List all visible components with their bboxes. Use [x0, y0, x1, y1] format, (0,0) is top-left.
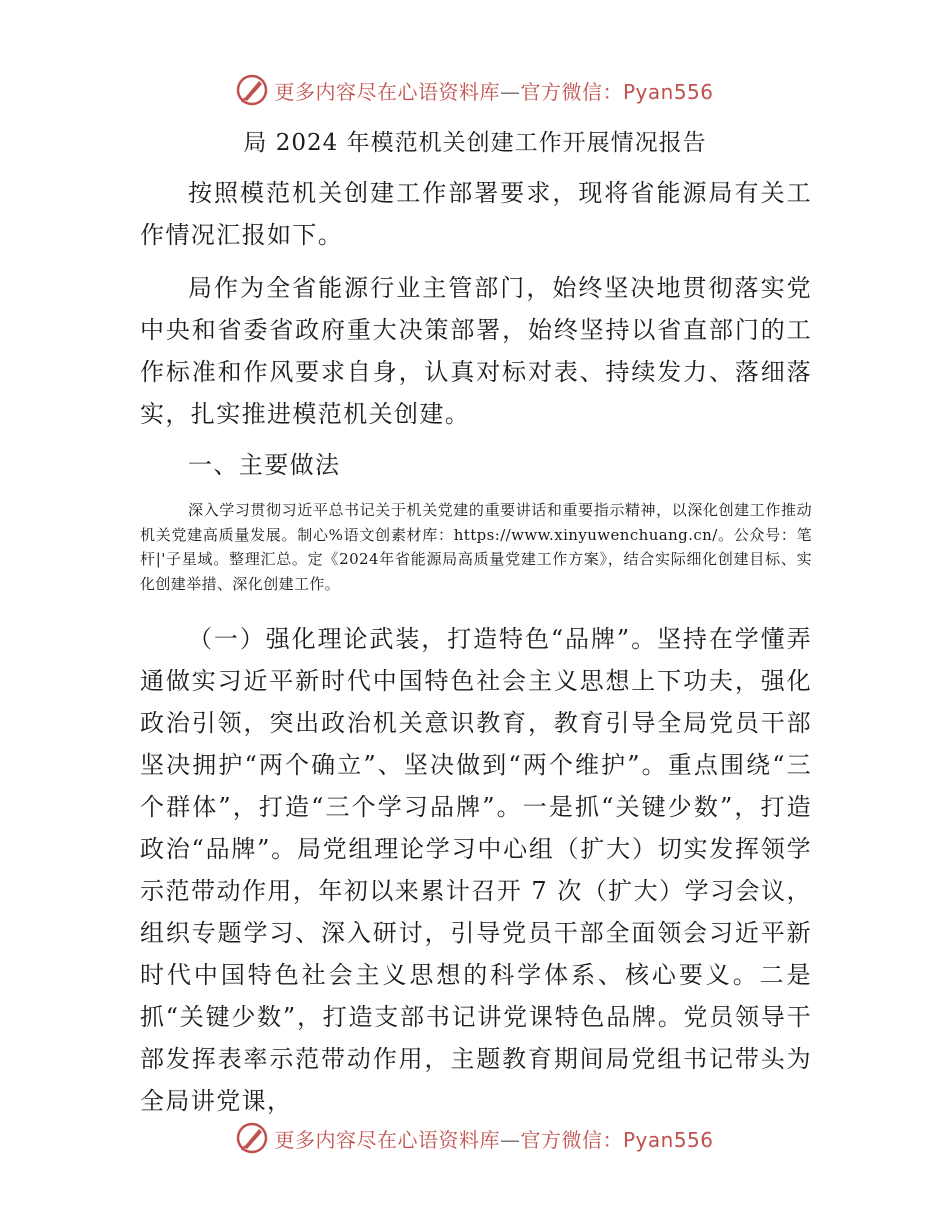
banner-text: 更多内容尽在心语资料库—官方微信：Pyan556 — [274, 79, 714, 104]
paragraph-theory-study: （一）强化理论武装，打造特色“品牌”。坚持在学懂弄通做实习近平新时代中国特色社会主义思想上下功夫，强化政治引领，突出政治机关意识教育，教育引导全局党员干部坚决拥护“两个确立”、坚决做到“两个维护”。重点围绕“三个群体”，打造“三个学习品牌”。一是抓“关键少数”，打造政治“品牌”。局党组理论学习中心组（扩大）切实发挥领学示范带动作用，年初以来累计召开 7 次（扩大）学习会议，组织专题学习、深入研讨，引导党员干部全面领会习近平新时代中国特色社会主义思想的科学体系、核心要义。二是抓“关键少数”，打造支部书记讲党课特色品牌。党员领导干部发挥表率示范带动作用，主题教育期间局党组书记带头为全局讲党课， — [140, 625, 812, 1115]
quill-logo-icon — [236, 74, 268, 106]
paragraph-intro: 按照模范机关创建工作部署要求，现将省能源局有关工作情况汇报如下。 — [140, 179, 812, 249]
footer-watermark-banner — [0, 1118, 950, 1158]
header-watermark-banner — [0, 70, 950, 110]
paragraph-small-note: 深入学习贯彻习近平总书记关于机关党建的重要讲话和重要指示精神，以深化创建工作推动机关党建高质量发展。制心%语文创素材库：https://www.xinyuwenchuang.cn/。公众号：笔杆|'子星域。整理汇总。定《2024年省能源局高质量党建工作方案》，结合实际细化创建目标、实化创建举措、深化创建工作。 — [140, 501, 812, 593]
banner-text: 更多内容尽在心语资料库—官方微信：Pyan556 — [274, 1127, 714, 1152]
paragraph-overview: 局作为全省能源行业主管部门，始终坚决地贯彻落实党中央和省委省政府重大决策部署，始终坚持以省直部门的工作标准和作风要求自身，认真对标对表、持续发力、落细落实，扎实推进模范机关创建。 — [140, 274, 812, 428]
quill-logo-icon — [236, 1122, 268, 1154]
section-heading: 一、主要做法 — [188, 451, 341, 479]
document-title: 局 2024 年模范机关创建工作开展情况报告 — [243, 130, 707, 156]
